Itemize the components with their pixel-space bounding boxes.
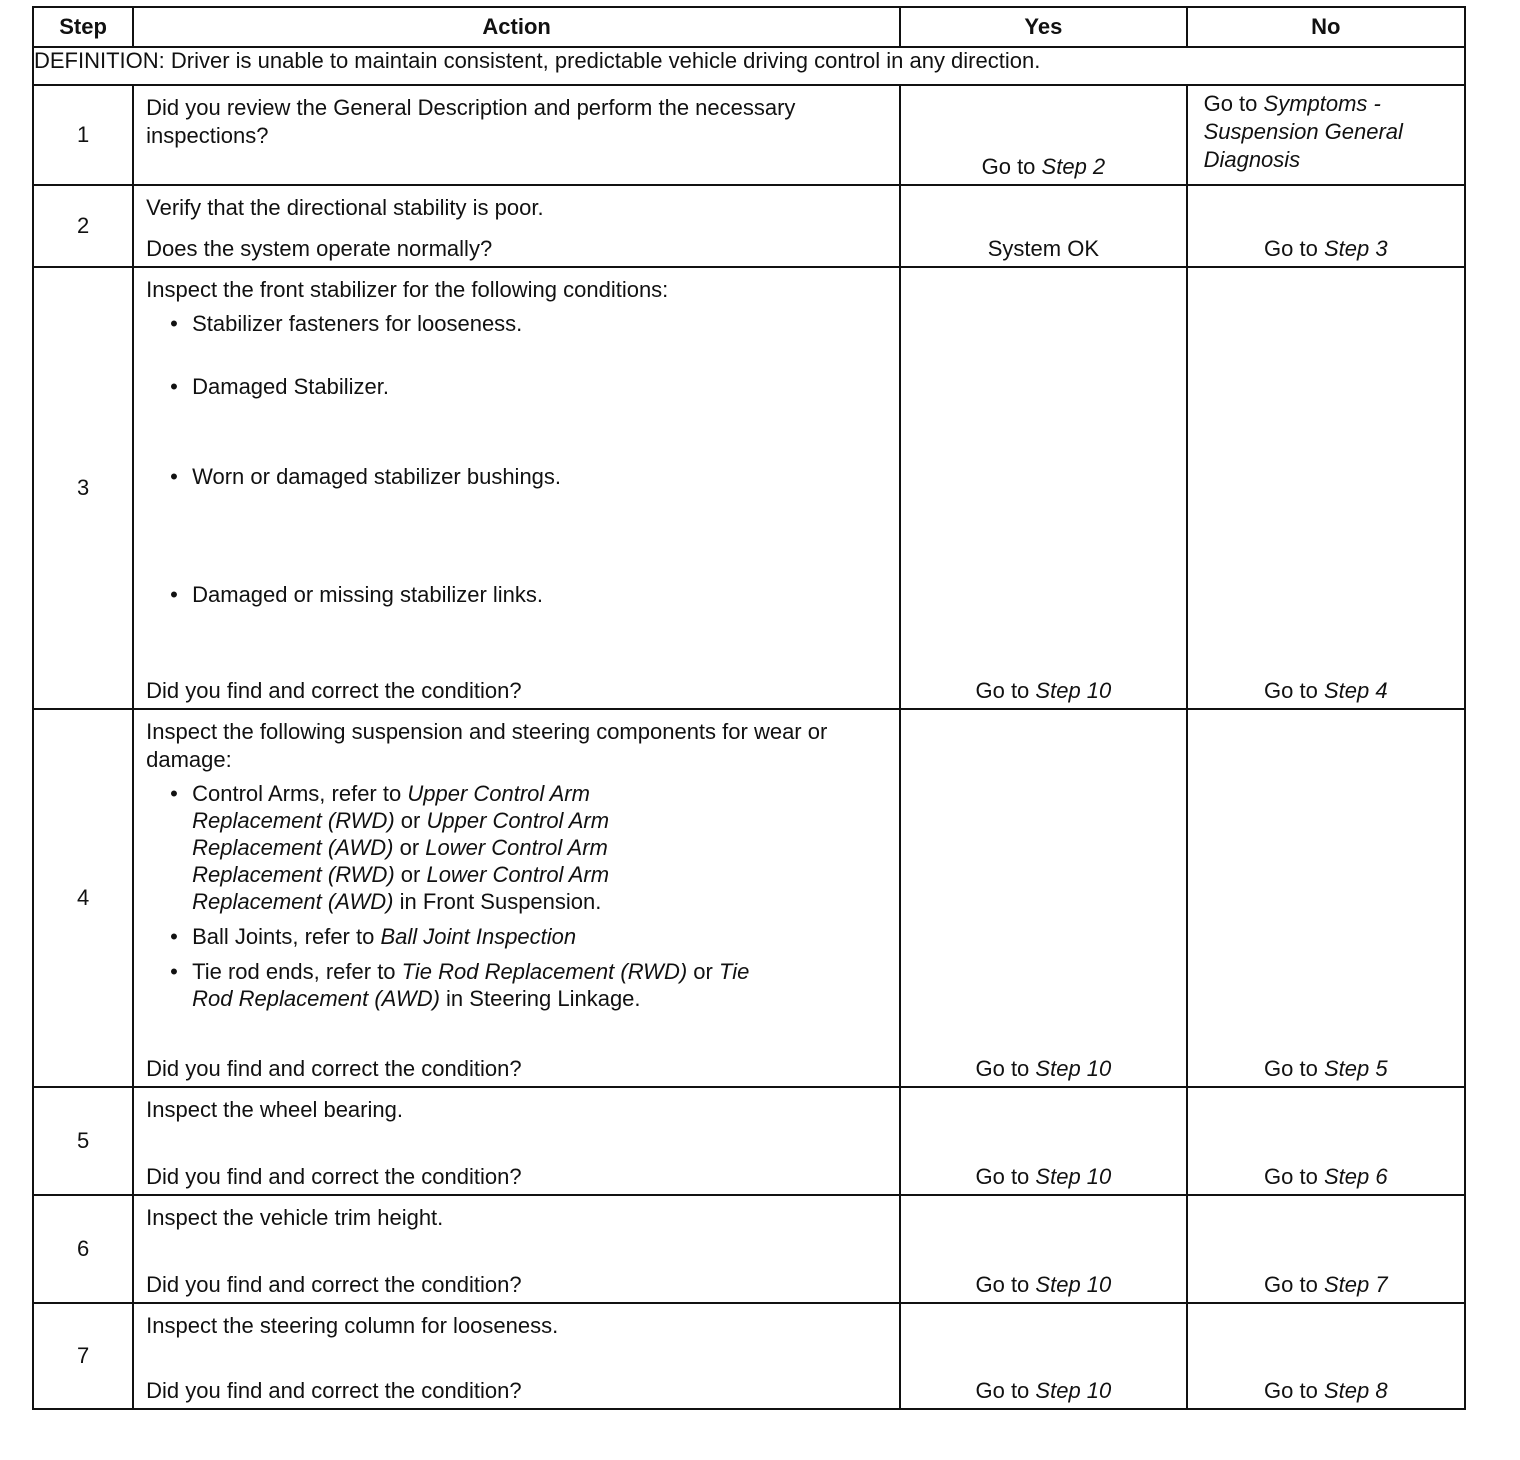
no-cell: [1187, 267, 1465, 709]
action-cell: [133, 1087, 900, 1195]
yes-cell: [900, 185, 1186, 267]
no-link[interactable]: Step 4: [1323, 678, 1388, 703]
go-to-label: Go to: [1264, 1272, 1318, 1297]
yes-cell: [900, 85, 1186, 185]
yes-cell: [900, 1303, 1186, 1409]
step-number: 5: [33, 1087, 133, 1195]
no-link[interactable]: Step 6: [1323, 1164, 1388, 1189]
go-to-label: Go to: [1264, 1056, 1318, 1081]
action-cell: [133, 709, 900, 1087]
action-cell: [133, 85, 900, 185]
go-to-label: Go to: [1264, 678, 1318, 703]
action-cell: [133, 185, 900, 267]
upper-arm-awd-link[interactable]: Upper Control Arm Replacement (AWD): [192, 808, 610, 860]
yes-link[interactable]: Step 2: [1041, 154, 1106, 179]
no-cell: [1187, 85, 1465, 185]
list-item: • Control Arms, refer to Upper Control Arm Replacement (RWD) or Upper Control Arm Replacement (AWD) or Lower Control Arm Replacement (RWD) or Lower Control Arm Replacement (AWD) in Front Suspension.: [170, 780, 672, 915]
step-number: 3: [33, 267, 133, 709]
table-row: [33, 1195, 1465, 1303]
table-row: [33, 1087, 1465, 1195]
no-link[interactable]: Step 5: [1323, 1056, 1388, 1081]
question-text: Did you find and correct the condition?: [146, 1378, 522, 1403]
step-number: 1: [33, 85, 133, 185]
yes-cell: [900, 709, 1186, 1087]
no-cell: [1187, 1195, 1465, 1303]
no-cell: [1187, 709, 1465, 1087]
component-list: [146, 780, 887, 1012]
table-row: [33, 1303, 1465, 1409]
definition-text: DEFINITION: Driver is unable to maintain consistent, predictable vehicle driving control in any direction.: [33, 47, 1465, 85]
lower-arm-rwd-link[interactable]: Lower Control Arm Replacement (RWD): [192, 835, 608, 887]
header-row: [33, 7, 1465, 47]
action-text: Did you review the General Description and perform the necessary inspections?: [146, 95, 796, 148]
table-row: [33, 85, 1465, 185]
question-text: Did you find and correct the condition?: [146, 1272, 522, 1297]
list-item: • Damaged Stabilizer.: [170, 373, 887, 400]
action-text: Inspect the steering column for looseness.: [146, 1313, 559, 1338]
yes-cell: [900, 267, 1186, 709]
go-to-label: Go to: [975, 1378, 1030, 1403]
yes-link[interactable]: Step 10: [1035, 1272, 1112, 1297]
question-text: Did you find and correct the condition?: [146, 1056, 522, 1081]
yes-link[interactable]: Step 10: [1035, 1378, 1112, 1403]
go-to-label: Go to: [1264, 1378, 1318, 1403]
list-item: • Damaged or missing stabilizer links.: [170, 581, 887, 608]
step-number: 7: [33, 1303, 133, 1409]
no-cell: [1187, 1087, 1465, 1195]
action-cell: [133, 1303, 900, 1409]
action-text: Inspect the wheel bearing.: [146, 1097, 403, 1122]
go-to-label: Go to: [1264, 236, 1318, 261]
diagnostic-table: [32, 6, 1466, 1410]
yes-result: System OK: [987, 236, 1099, 261]
go-to-label: Go to: [975, 1164, 1030, 1189]
yes-cell: [900, 1195, 1186, 1303]
header-yes: Yes: [900, 7, 1186, 47]
go-to-label: Go to: [975, 678, 1030, 703]
list-item: • Stabilizer fasteners for looseness.: [170, 310, 887, 337]
list-item: • Tie rod ends, refer to Tie Rod Replacement (RWD) or Tie Rod Replacement (AWD) in Steering Linkage.: [170, 958, 782, 1012]
ball-joint-link[interactable]: Ball Joint Inspection: [380, 924, 577, 949]
go-to-label: Go to: [981, 154, 1036, 179]
action-cell: [133, 1195, 900, 1303]
action-cell: [133, 267, 900, 709]
tie-rod-rwd-link[interactable]: Tie Rod Replacement (RWD): [401, 959, 688, 984]
table-row: [33, 709, 1465, 1087]
yes-link[interactable]: Step 10: [1035, 1056, 1112, 1081]
table-row: [33, 267, 1465, 709]
header-step: Step: [33, 7, 133, 47]
no-link[interactable]: Step 7: [1323, 1272, 1388, 1297]
table-row: [33, 185, 1465, 267]
no-cell: [1187, 1303, 1465, 1409]
yes-link[interactable]: Step 10: [1035, 678, 1112, 703]
action-text: Inspect the following suspension and steering components for wear or damage:: [146, 719, 828, 772]
condition-list: [146, 310, 887, 608]
action-text: Verify that the directional stability is poor.: [146, 195, 544, 220]
upper-arm-rwd-link[interactable]: Upper Control Arm Replacement (RWD): [192, 781, 590, 833]
no-link[interactable]: Step 8: [1323, 1378, 1388, 1403]
list-item: • Worn or damaged stabilizer bushings.: [170, 463, 887, 490]
go-to-label: Go to: [1203, 91, 1258, 116]
header-no: No: [1187, 7, 1465, 47]
no-link[interactable]: Step 3: [1323, 236, 1388, 261]
tie-rod-awd-link[interactable]: Tie Rod Replacement (AWD): [192, 959, 750, 1011]
no-cell: [1187, 185, 1465, 267]
step-number: 6: [33, 1195, 133, 1303]
question-text: Did you find and correct the condition?: [146, 1164, 522, 1189]
definition-row: [33, 47, 1465, 85]
no-link[interactable]: Symptoms - Suspension General Diagnosis: [1203, 91, 1403, 172]
go-to-label: Go to: [975, 1056, 1030, 1081]
step-number: 4: [33, 709, 133, 1087]
lower-arm-awd-link[interactable]: Lower Control Arm Replacement (AWD): [192, 862, 610, 914]
action-text: Inspect the vehicle trim height.: [146, 1205, 444, 1230]
header-action: Action: [133, 7, 900, 47]
go-to-label: Go to: [975, 1272, 1030, 1297]
yes-link[interactable]: Step 10: [1035, 1164, 1112, 1189]
yes-cell: [900, 1087, 1186, 1195]
action-text: Inspect the front stabilizer for the following conditions:: [146, 277, 669, 302]
list-item: • Ball Joints, refer to Ball Joint Inspection: [170, 923, 887, 950]
question-text: Did you find and correct the condition?: [146, 678, 522, 703]
question-text: Does the system operate normally?: [146, 236, 493, 261]
step-number: 2: [33, 185, 133, 267]
go-to-label: Go to: [1264, 1164, 1318, 1189]
